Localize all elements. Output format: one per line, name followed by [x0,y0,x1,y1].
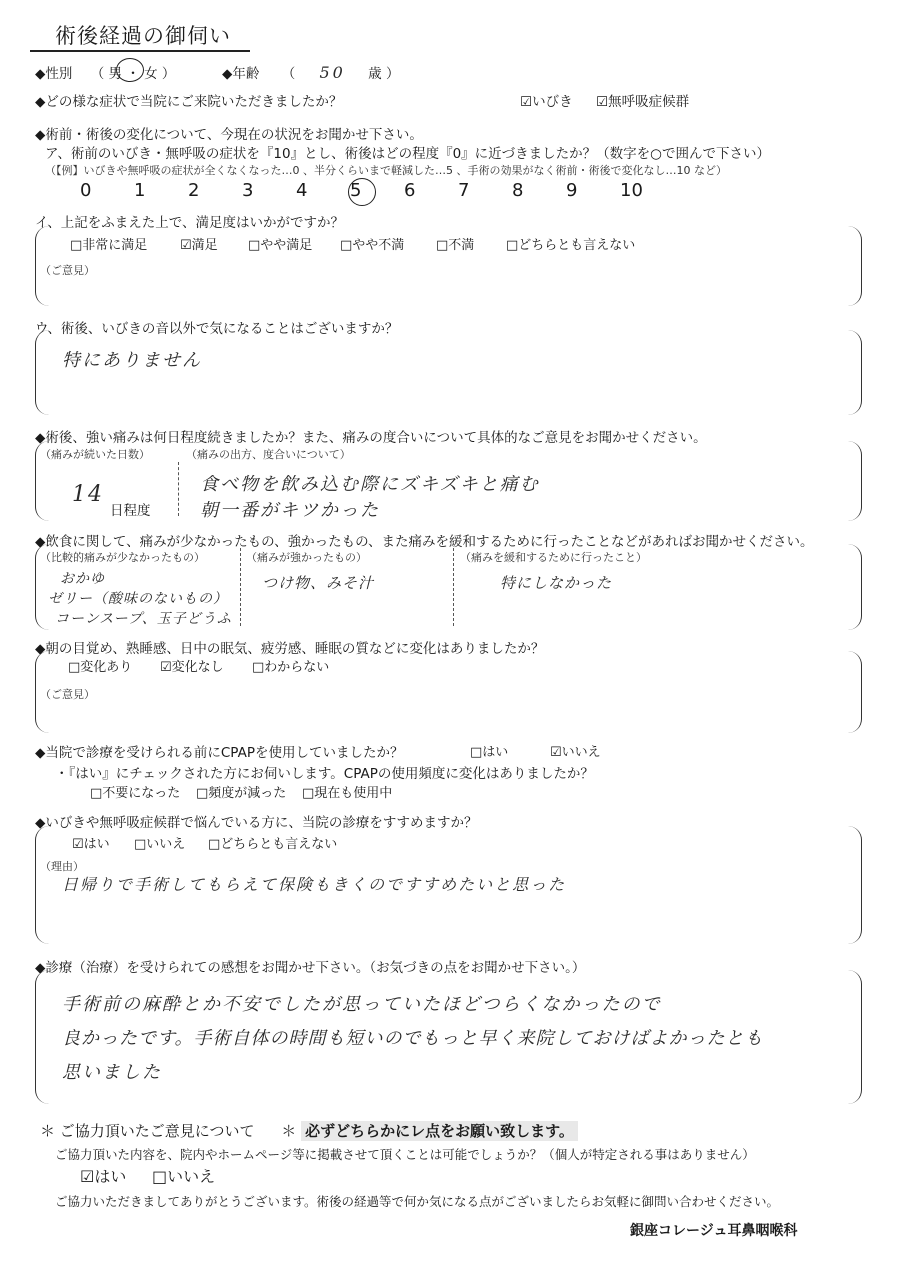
other-concerns-answer[interactable]: 特にありません [62,350,202,371]
satisfaction-somewhat-satisfied[interactable]: □やや満足 [248,238,313,253]
symptom-snoring-checkbox[interactable]: ☑いびき [520,94,573,110]
symptom-question: ◆どの様な症状で当院にご来院いただきましたか？ [35,94,343,110]
satisfaction-very-satisfied[interactable]: □非常に満足 [70,238,148,253]
recommend-no[interactable]: □いいえ [134,837,186,852]
scale-1[interactable]: 1 [134,180,146,201]
pain-divider [178,462,179,516]
recommend-reason-label: （理由） [40,860,84,873]
cpap-subquestion: ・『はい』にチェックされた方にお伺いします。CPAPの使用頻度に変化はありましたか？ [55,766,594,782]
sleep-unknown[interactable]: □わからない [252,660,330,675]
scale-selected-circle [348,178,376,206]
food-col1-line3[interactable]: コーンスープ、玉子どうふ [55,611,232,627]
gender-row [35,62,175,82]
gender-open: （ [90,66,105,82]
food-col3-line1[interactable]: 特にしなかった [500,574,613,592]
satisfaction-somewhat-dissatisfied[interactable]: □やや不満 [340,238,405,253]
gender-female-option[interactable]: 女 [144,66,158,82]
gender-separator: ・ [126,66,140,82]
consent-yes-checkbox[interactable]: ☑はい [80,1167,127,1186]
scale-10[interactable]: 10 [620,180,643,201]
cpap-yes-checkbox[interactable]: □はい [470,745,509,760]
food-col1-line2[interactable]: ゼリー（酸味のないもの） [48,591,228,607]
recommend-reason[interactable]: 日帰りで手術してもらえて保険もきくのですすめたいと思った [62,875,567,894]
satisfaction-question: イ、上記をふまえた上で、満足度はいかがですか？ [35,215,345,231]
food-divider-2 [453,548,454,626]
consent-heading-2: ＊ [281,1122,297,1140]
gender-male-label: 男 [108,66,122,82]
scale-6[interactable]: 6 [404,180,416,201]
satisfaction-satisfied[interactable]: ☑満足 [180,238,218,253]
change-subquestion: ア、術前のいびき・無呼吸の症状を『10』とし、術後はどの程度『0』に近づきましたか？（数字を○で囲んで下さい） [45,146,770,162]
cpap-not-needed[interactable]: □不要になった [90,786,181,801]
scale-5[interactable]: 5 [350,180,362,201]
other-concerns-question: ウ、術後、いびきの音以外で気になることはございますか？ [35,321,399,337]
impression-line1[interactable]: 手術前の麻酔とか不安でしたが思っていたほどつらくなかったので [62,994,662,1015]
scale-3[interactable]: 3 [242,180,254,201]
food-col1-label: （比較的痛みが少なかったもの） [40,551,205,564]
consent-options [80,1164,215,1187]
recommend-options [72,833,337,852]
scale-2[interactable]: 2 [188,180,200,201]
clinic-name: 銀座コレージュ耳鼻咽喉科 [630,1223,798,1239]
satisfaction-comment-label: （ご意見） [40,264,95,277]
title-underline [30,50,250,52]
sleep-options [68,656,329,675]
cpap-still-using[interactable]: □現在も使用中 [302,786,393,801]
male-circle-mark [116,58,144,82]
impression-line2[interactable]: 良かったです。手術自体の時間も短いのでもっと早く来院しておけばよかったとも [62,1028,764,1049]
sleep-question: ◆朝の目覚め、熟睡感、日中の眠気、疲労感、睡眠の質などに変化はありましたか？ [35,641,545,657]
age-row [222,62,399,82]
impression-question: ◆診療（治療）を受けられての感想をお聞かせ下さい。（お気づきの点をお聞かせ下さい。） [35,960,586,976]
satisfaction-neither[interactable]: □どちらとも言えない [506,238,636,253]
satisfaction-options [70,234,635,253]
cpap-no-checkbox[interactable]: ☑いいえ [550,745,601,760]
pain-days-value[interactable]: 14 [72,482,104,507]
consent-no-checkbox[interactable]: □いいえ [152,1167,216,1186]
sleep-changed[interactable]: □変化あり [68,660,133,675]
consent-heading [40,1120,578,1141]
scale-4[interactable]: 4 [296,180,308,201]
food-divider-1 [240,548,241,626]
scale-7[interactable]: 7 [458,180,470,201]
gender-label: ◆性別 [35,66,73,82]
pain-degree-label: （痛みの出方、度合いについて） [186,448,351,461]
cpap-question: ◆当院で診療を受けられる前にCPAPを使用していましたか？ [35,745,404,761]
scale-9[interactable]: 9 [566,180,578,201]
impression-line3[interactable]: 思いました [62,1062,162,1083]
pain-days-unit: 日程度 [110,503,151,519]
scale-8[interactable]: 8 [512,180,524,201]
other-concerns-box [35,330,862,415]
age-label: ◆年齢 [222,66,260,82]
cpap-sub-options [90,782,392,801]
food-col2-label: （痛みが強かったもの） [246,551,367,564]
pain-degree-line2[interactable]: 朝一番がキツかった [200,500,380,521]
change-scale [80,180,674,201]
thanks-message: ご協力いただきましてありがとうございます。術後の経過等で何か気になる点がございましたらお気軽に御問い合わせください。 [55,1194,780,1209]
scale-0[interactable]: 0 [80,180,92,201]
age-close: ） [385,66,400,82]
sleep-comment-label: （ご意見） [40,688,95,701]
consent-question: ご協力頂いた内容を、院内やホームページ等に掲載させて頂くことは可能でしょうか？（個人が特定される事はありません） [55,1147,755,1162]
age-unit: 歳 [368,66,382,82]
pain-question: ◆術後、強い痛みは何日程度続きましたか？また、痛みの度合いについて具体的なご意見をお聞かせください。 [35,430,707,446]
sleep-no-change[interactable]: ☑変化なし [160,660,224,675]
pain-degree-line1[interactable]: 食べ物を飲み込む際にズキズキと痛む [200,474,540,495]
food-col1-line1[interactable]: おかゆ [60,571,105,587]
change-question: ◆術前・術後の変化について、今現在の状況をお聞かせ下さい。 [35,127,423,143]
consent-heading-1: ＊ ご協力頂いたご意見について [40,1122,255,1140]
recommend-question: ◆いびきや無呼吸症候群で悩んでいる方に、当院の診療をすすめますか？ [35,815,478,831]
cpap-reduced[interactable]: □頻度が減った [196,786,287,801]
recommend-neither[interactable]: □どちらとも言えない [208,837,338,852]
food-col3-label: （痛みを緩和するために行ったこと） [460,551,647,564]
gender-close: ） [161,66,176,82]
consent-emphasis: 必ずどちらかにレ点をお願い致します。 [301,1121,578,1141]
recommend-yes[interactable]: ☑はい [72,837,110,852]
change-example: （【例】いびきや無呼吸の症状が全くなくなった…0 、半分くらいまで軽減した…5 、手術の効果がなく術前・術後で変化なし…10 など） [45,164,727,177]
page-title: 術後経過の御伺い [55,24,231,48]
age-value[interactable]: 50 [319,63,346,82]
symptom-apnea-checkbox[interactable]: ☑無呼吸症候群 [596,94,690,110]
pain-days-label: （痛みが続いた日数） [40,448,150,461]
food-col2-line1[interactable]: つけ物、みそ汁 [262,574,375,592]
age-open: （ [281,66,296,82]
satisfaction-dissatisfied[interactable]: □不満 [436,238,475,253]
food-question: ◆飲食に関して、痛みが少なかったもの、強かったもの、また痛みを緩和するために行ったことなどがあればお聞かせください。 [35,534,814,550]
